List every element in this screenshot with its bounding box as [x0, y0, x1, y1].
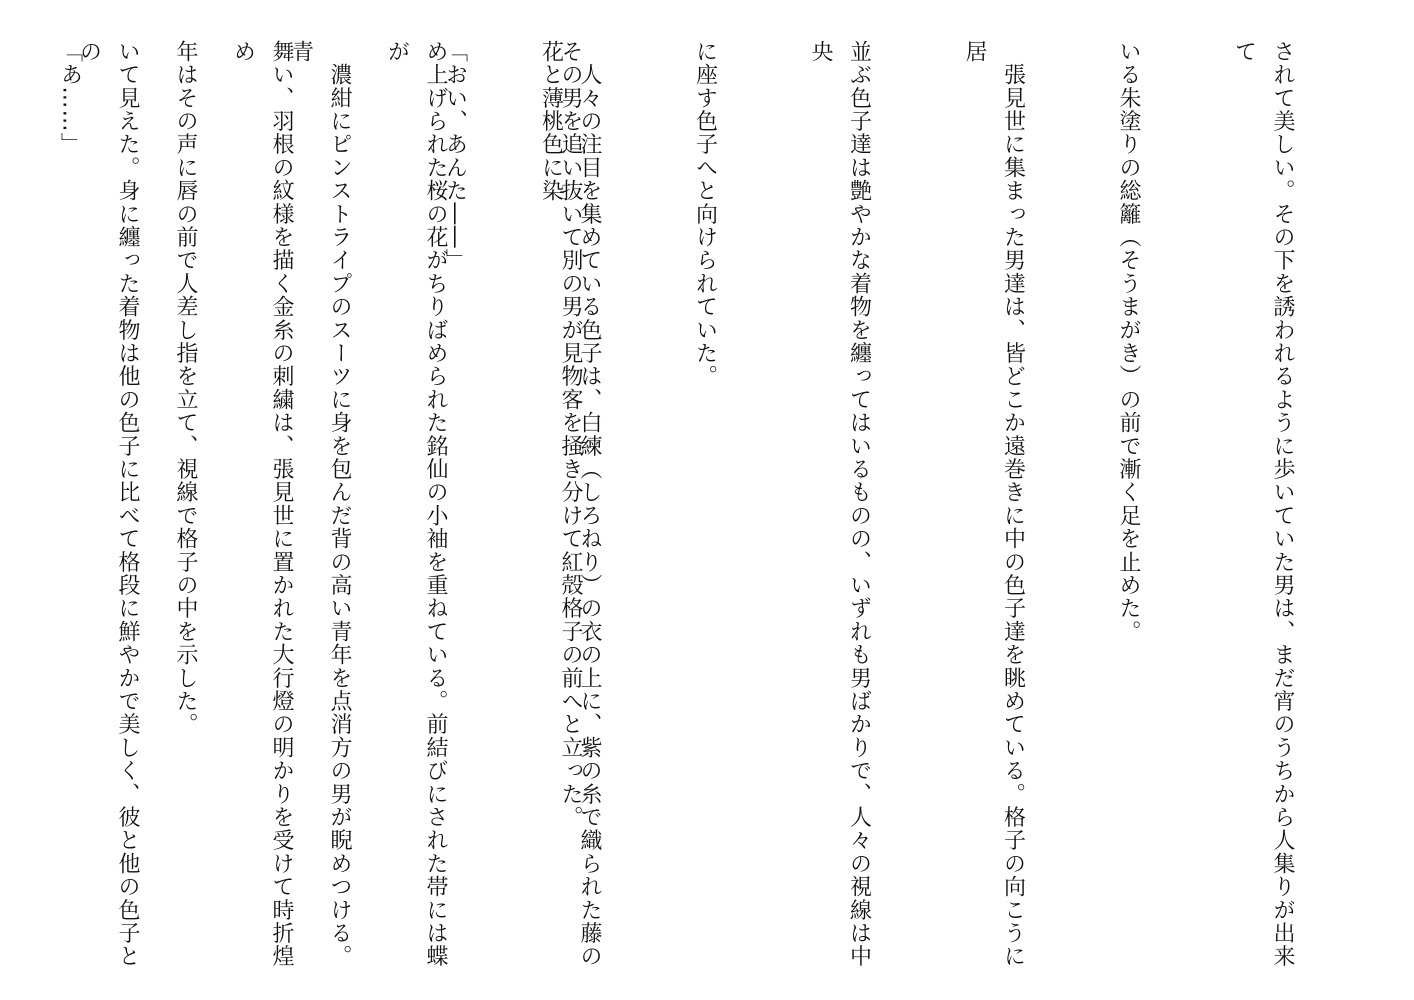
text-line: め上げられた桜の花がちりばめられた銘仙の小袖を重ねている。前結びにされた帯には蝶が — [384, 40, 448, 968]
text-line: されて美しい。その下を誘われるように歩いていた男は、まだ宵のうちから人集りが出来て — [1231, 40, 1295, 968]
page-gutter — [706, 0, 707, 1000]
text-line: 「おい、あんた――」 — [442, 40, 468, 272]
text-line: 張見世に集まった男達は、皆どこか遠巻きに中の色子達を眺めている。格子の向こうに居 — [962, 40, 1026, 968]
text-line: 並ぶ色子達は艶やかな着物を纏ってはいるものの、いずれも男ばかりで、人々の視線は中央 — [808, 40, 872, 968]
text-line: いる朱塗りの総籬（そうまがき）の前で漸く足を止めた。 — [1116, 40, 1141, 644]
text-line: 年はその声に唇の前で人差し指を立て、視線で格子の中を示した。 — [173, 40, 198, 736]
text-line: 舞い、羽根の紋様を描く金糸の刺繍は、張見世に置かれた大行燈の明かりを受けて時折煌め — [230, 40, 294, 968]
left-page-text — [56, 40, 666, 970]
text-line: 「あ……」 — [57, 40, 83, 156]
text-line: 濃紺にピンストライプのスーツに身を包んだ背の高い青年を点消方の男が睨めつける。青 — [288, 40, 352, 969]
text-line: いて見えた。身に纏った着物は他の色子に比べて格段に鮮やかで美しく、彼と他の色子との — [76, 40, 140, 969]
text-line: に座す色子へと向けられていた。 — [692, 40, 718, 388]
text-line: 人々の注目を集めている色子は、白練（しろねり）の衣の上に、紫の糸で織られた藤の花と薄桃色に染 — [538, 40, 602, 968]
text-line: その男を追い抜いて別の男が見物客を掻き分けて紅殻格子の前へと立った。 — [558, 40, 583, 829]
